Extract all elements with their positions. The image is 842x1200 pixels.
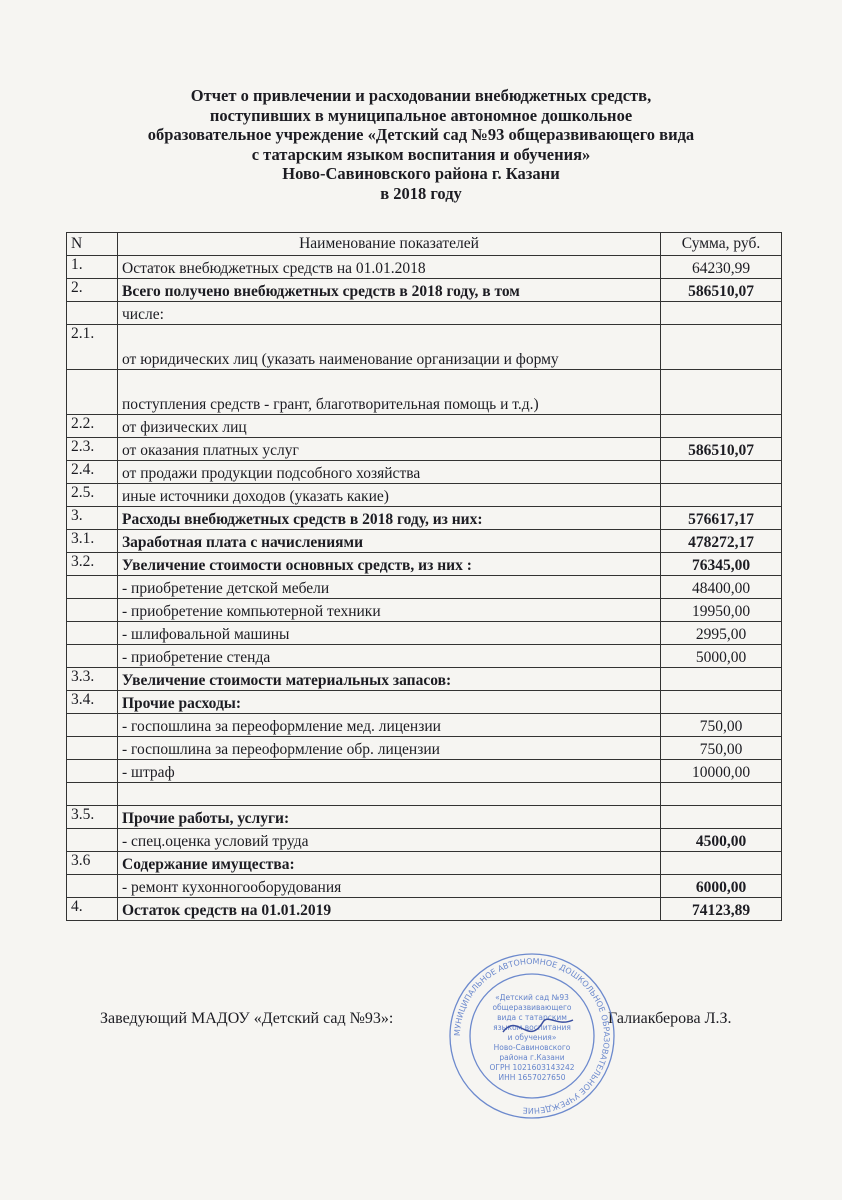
row-number: 3.2.: [67, 553, 118, 576]
row-sum: [661, 668, 782, 691]
table-row: [67, 256, 782, 279]
row-sum: [661, 783, 782, 806]
row-name: иные источники доходов (указать какие): [118, 484, 661, 507]
row-sum: 76345,00: [661, 553, 782, 576]
stamp-inner-line: Ново-Савиновского: [493, 1043, 571, 1052]
row-sum: 6000,00: [661, 875, 782, 898]
row-number: [67, 645, 118, 668]
row-name: от физических лиц: [118, 415, 661, 438]
row-name: - ремонт кухонногооборудования: [118, 875, 661, 898]
table-row: [67, 691, 782, 714]
row-sum: 5000,00: [661, 645, 782, 668]
row-number: 3.1.: [67, 530, 118, 553]
row-name: [118, 783, 661, 806]
row-name: - госпошлина за переоформление мед. лицензии: [118, 714, 661, 737]
row-sum: [661, 852, 782, 875]
row-name: - шлифовальной машины: [118, 622, 661, 645]
report-table: [66, 232, 782, 921]
row-name: Содержание имущества:: [118, 852, 661, 875]
row-name: Остаток средств на 01.01.2019: [118, 898, 661, 921]
stamp-inner-line: языком воспитания: [493, 1023, 571, 1032]
row-number: [67, 737, 118, 760]
table-row: [67, 461, 782, 484]
stamp-inner-line: вида с татарским: [497, 1013, 567, 1022]
table-row: [67, 325, 782, 370]
row-number: 3.5.: [67, 806, 118, 829]
table-row: [67, 302, 782, 325]
header-sum: Сумма, руб.: [661, 233, 782, 256]
table-row: [67, 783, 782, 806]
row-number: [67, 302, 118, 325]
row-number: [67, 829, 118, 852]
row-number: 3.6: [67, 852, 118, 875]
row-sum: 576617,17: [661, 507, 782, 530]
table-row: [67, 714, 782, 737]
row-number: 2.5.: [67, 484, 118, 507]
row-number: [67, 714, 118, 737]
row-name: - штраф: [118, 760, 661, 783]
row-name: - госпошлина за переоформление обр. лицензии: [118, 737, 661, 760]
row-sum: 10000,00: [661, 760, 782, 783]
row-name: - приобретение детской мебели: [118, 576, 661, 599]
signature-name: Галиакберова Л.З.: [608, 1010, 732, 1027]
table-row: [67, 553, 782, 576]
table-row: [67, 737, 782, 760]
row-sum: [661, 415, 782, 438]
row-number: 2.2.: [67, 415, 118, 438]
row-number: [67, 783, 118, 806]
table-row: [67, 668, 782, 691]
title-line: образовательное учреждение «Детский сад №93 общеразвивающего вида: [147, 125, 695, 144]
row-number: [67, 622, 118, 645]
row-sum: 4500,00: [661, 829, 782, 852]
table-row: [67, 576, 782, 599]
row-sum: [661, 370, 782, 415]
row-sum: 64230,99: [661, 256, 782, 279]
title-line: поступивших в муниципальное автономное дошкольное: [209, 105, 633, 125]
table-row: [67, 875, 782, 898]
row-number: [67, 370, 118, 415]
row-name: Заработная плата с начислениями: [118, 530, 661, 553]
stamp-inner-line: общеразвивающего: [492, 1003, 572, 1012]
table-row: [67, 829, 782, 852]
row-name: - приобретение компьютерной техники: [118, 599, 661, 622]
stamp-inner-line: «Детский сад №93: [495, 993, 569, 1002]
row-name: числе:: [118, 302, 661, 325]
header-name: Наименование показателей: [118, 233, 661, 256]
table-row: [67, 530, 782, 553]
row-number: 2.: [67, 279, 118, 302]
row-number: [67, 760, 118, 783]
stamp-inner-line: района г.Казани: [499, 1053, 565, 1062]
row-number: 1.: [67, 256, 118, 279]
row-sum: [661, 484, 782, 507]
row-sum: 750,00: [661, 737, 782, 760]
table-row: [67, 760, 782, 783]
table-row: [67, 645, 782, 668]
row-sum: 586510,07: [661, 279, 782, 302]
row-number: 4.: [67, 898, 118, 921]
row-sum: 750,00: [661, 714, 782, 737]
row-sum: 48400,00: [661, 576, 782, 599]
row-number: [67, 875, 118, 898]
row-number: 2.1.: [67, 325, 118, 370]
row-number: 3.: [67, 507, 118, 530]
row-sum: 478272,17: [661, 530, 782, 553]
row-sum: [661, 302, 782, 325]
row-sum: 2995,00: [661, 622, 782, 645]
row-name: Увеличение стоимости материальных запасов:: [118, 668, 661, 691]
header-n: N: [67, 233, 118, 256]
row-name: - приобретение стенда: [118, 645, 661, 668]
row-name: Остаток внебюджетных средств на 01.01.2018: [118, 256, 661, 279]
row-sum: 74123,89: [661, 898, 782, 921]
table-row: [67, 415, 782, 438]
row-name: - спец.оценка условий труда: [118, 829, 661, 852]
document-title: [60, 86, 782, 203]
row-name: поступления средств - грант, благотворительная помощь и т.д.): [118, 370, 661, 415]
row-name: Прочие расходы:: [118, 691, 661, 714]
signature-position: Заведующий МАДОУ «Детский сад №93»:: [100, 1010, 394, 1027]
row-sum: 19950,00: [661, 599, 782, 622]
stamp-inner-line: ИНН 1657027650: [498, 1073, 566, 1082]
row-name: Всего получено внебюджетных средств в 2018 году, в том: [118, 279, 661, 302]
row-number: 3.3.: [67, 668, 118, 691]
table-row: [67, 370, 782, 415]
table-row: [67, 898, 782, 921]
row-name: Расходы внебюджетных средств в 2018 году, из них:: [118, 507, 661, 530]
row-name: от юридических лиц (указать наименование организации и форму: [118, 325, 661, 370]
row-number: 2.4.: [67, 461, 118, 484]
table-header-row: [67, 233, 782, 256]
row-name: Увеличение стоимости основных средств, из них :: [118, 553, 661, 576]
table-row: [67, 484, 782, 507]
row-sum: [661, 325, 782, 370]
row-sum: [661, 461, 782, 484]
row-number: [67, 599, 118, 622]
stamp-outer-text: МУНИЦИПАЛЬНОЕ АВТОНОМНОЕ ДОШКОЛЬНОЕ ОБРАЗОВАТЕЛЬНОЕ УЧРЕЖДЕНИЕ: [452, 956, 612, 1116]
title-line: Ново-Савиновского района г. Казани: [282, 164, 560, 183]
row-sum: 586510,07: [661, 438, 782, 461]
row-name: Прочие работы, услуги:: [118, 806, 661, 829]
stamp-inner-line: и обучения»: [507, 1033, 557, 1042]
title-line: с татарским языком воспитания и обучения»: [251, 144, 591, 164]
row-name: от оказания платных услуг: [118, 438, 661, 461]
row-sum: [661, 806, 782, 829]
row-number: 3.4.: [67, 691, 118, 714]
row-number: [67, 576, 118, 599]
table-row: [67, 622, 782, 645]
row-name: от продажи продукции подсобного хозяйства: [118, 461, 661, 484]
organization-stamp: [448, 952, 616, 1120]
table-row: [67, 279, 782, 302]
table-row: [67, 852, 782, 875]
title-line: в 2018 году: [380, 183, 462, 203]
table-row: [67, 599, 782, 622]
table-row: [67, 507, 782, 530]
row-number: 2.3.: [67, 438, 118, 461]
table-row: [67, 438, 782, 461]
row-sum: [661, 691, 782, 714]
table-row: [67, 806, 782, 829]
stamp-inner-line: ОГРН 1021603143242: [489, 1063, 575, 1072]
title-line: Отчет о привлечении и расходовании внебюджетных средств,: [190, 86, 652, 105]
